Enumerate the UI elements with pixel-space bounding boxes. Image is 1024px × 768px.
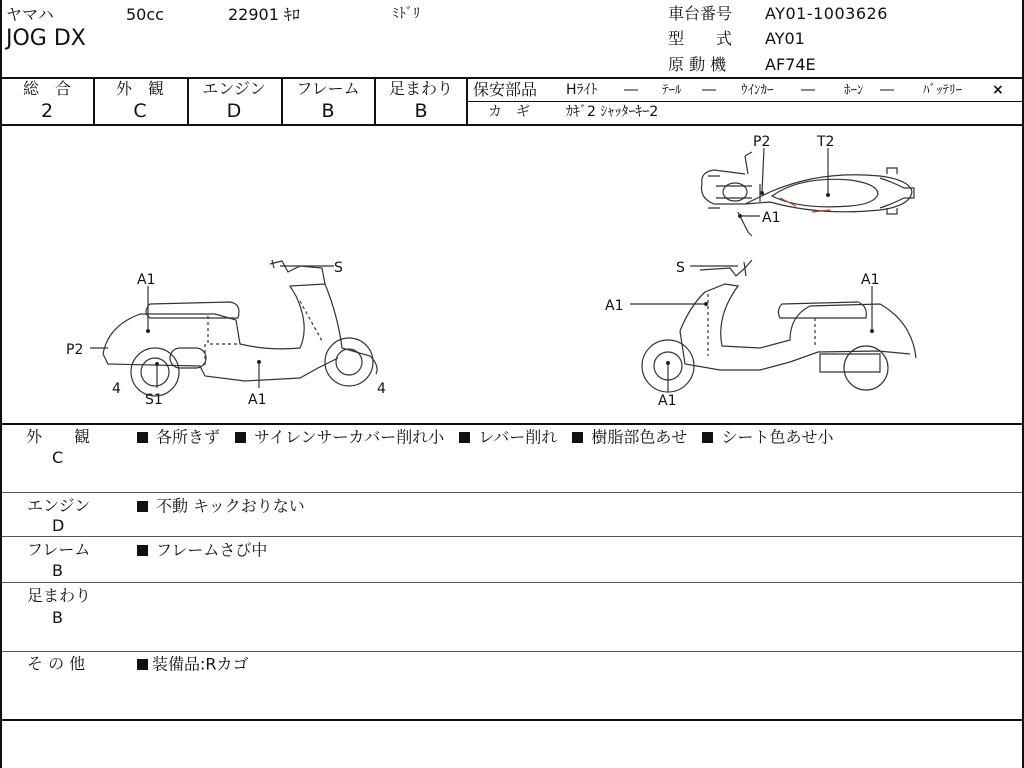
divider (0, 719, 1024, 721)
remark-label-engine: エンジン (27, 496, 91, 515)
divider (0, 536, 1024, 537)
grade-value-exterior: C (133, 100, 147, 122)
frame-no-label: 車台番号 (668, 4, 733, 23)
grade-label-suspension: 足まわり (388, 79, 453, 98)
type-label: 型 式 (668, 29, 733, 48)
bullet-icon (572, 432, 583, 443)
safety-item-battery: ﾊﾞｯﾃﾘｰ (923, 83, 962, 98)
safety-value-tail: ― (702, 82, 716, 98)
label-right-a1-wheel: A1 (658, 393, 677, 409)
divider (466, 101, 1024, 102)
mileage: 22901 ｷﾛ (228, 5, 300, 24)
remark-items-exterior: 各所きず サイレンサーカバー削れ小 レバー削れ 樹脂部色あせ シート色あせ小 (137, 429, 833, 446)
frame-no-value: AY01-1003626 (765, 4, 888, 23)
bullet-icon (235, 432, 246, 443)
divider (0, 651, 1024, 652)
bullet-icon (137, 432, 148, 443)
displacement: 50cc (126, 5, 164, 24)
bullet-icon (702, 432, 713, 443)
divider (0, 423, 1024, 425)
label-top-t2: T2 (817, 134, 835, 150)
safety-label: 保安部品 (473, 80, 538, 99)
remark-grade-engine: D (52, 516, 65, 535)
label-right-a1-leg: A1 (605, 298, 624, 314)
remark-grade-suspension: B (52, 608, 63, 627)
safety-item-winker: ｳｲﾝｶｰ (741, 83, 774, 98)
label-right-s: S (676, 260, 685, 276)
safety-item-headlight: Hﾗｲﾄ (566, 82, 598, 98)
color: ﾐﾄﾞﾘ (392, 6, 420, 22)
grade-label-exterior: 外 観 (115, 79, 164, 98)
label-right-a1-seat: A1 (861, 272, 880, 288)
engine-value: AF74E (765, 55, 816, 74)
divider (0, 582, 1024, 583)
label-top-p2: P2 (753, 134, 771, 150)
safety-value-winker: ― (801, 82, 815, 98)
safety-item-horn: ﾎｰﾝ (844, 83, 864, 98)
bullet-icon (137, 501, 148, 512)
grade-label-overall: 総 合 (22, 79, 71, 98)
bullet-icon (459, 432, 470, 443)
grade-label-engine: エンジン (202, 79, 266, 98)
maker: ヤマハ (6, 5, 54, 24)
remark-label-other: そ の 他 (27, 654, 86, 673)
model-name: JOG DX (6, 26, 86, 51)
label-left-p2: P2 (66, 342, 84, 358)
grade-label-frame: フレーム (296, 79, 360, 98)
remark-label-suspension: 足まわり (27, 586, 92, 605)
divider (0, 492, 1024, 493)
remark-grade-frame: B (52, 561, 63, 580)
remark-items-frame: フレームさび中 (137, 542, 267, 559)
label-left-rear-num: 4 (112, 381, 121, 397)
scooter-top-view (702, 152, 915, 236)
grade-value-engine: D (226, 100, 242, 122)
safety-value-headlight: ― (624, 82, 638, 98)
remark-items-other: 装備品:Rカゴ (137, 656, 249, 673)
label-top-a1: A1 (762, 210, 781, 226)
scooter-damage-diagram (0, 126, 1024, 423)
key-label: カ ギ (488, 104, 530, 120)
remark-grade-exterior: C (52, 448, 64, 467)
label-left-s1: S1 (145, 392, 163, 408)
key-value: ｶｷﾞ2 ｼｬｯﾀｰｷｰ2 (566, 104, 659, 120)
safety-value-horn: ― (880, 82, 894, 98)
safety-value-battery: × (992, 82, 1004, 98)
remark-label-exterior: 外 観 (26, 427, 91, 446)
label-left-a1-floor: A1 (248, 392, 267, 408)
grade-value-overall: 2 (40, 100, 54, 122)
divider (466, 77, 468, 125)
label-left-front-num: 4 (377, 381, 386, 397)
label-left-a1-seat: A1 (137, 272, 156, 288)
bullet-icon (137, 545, 148, 556)
type-value: AY01 (765, 29, 805, 48)
engine-label: 原 動 機 (668, 55, 727, 74)
remark-items-engine: 不動 キックおりない (137, 498, 305, 515)
remark-label-frame: フレーム (27, 540, 91, 559)
grade-value-suspension: B (414, 100, 428, 122)
grade-value-frame: B (321, 100, 335, 122)
safety-item-tail: ﾃｰﾙ (662, 83, 682, 98)
bullet-icon (137, 659, 148, 670)
label-left-s: S (334, 260, 343, 276)
